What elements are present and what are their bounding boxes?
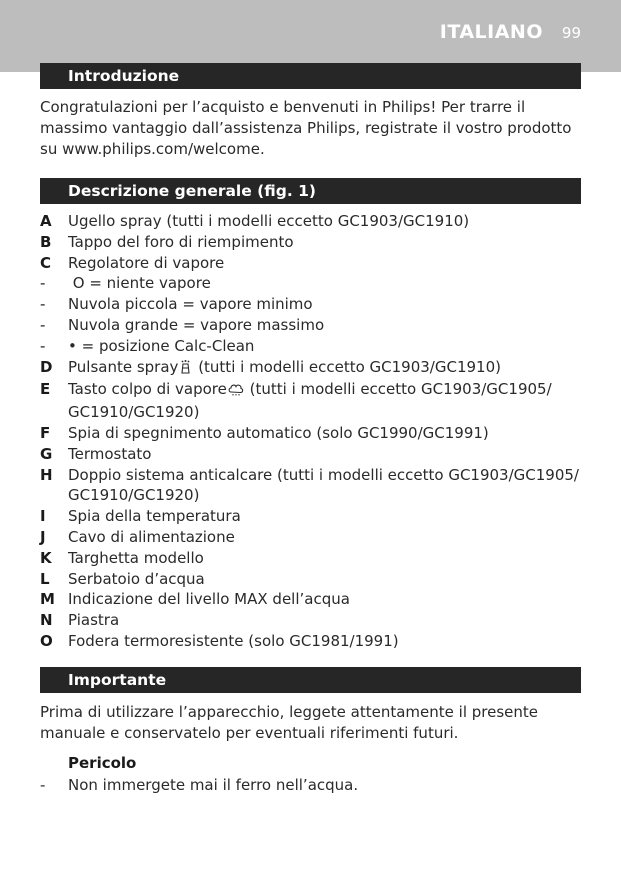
intro-paragraph: Congratulazioni per l’acquisto e benvenuti in Philips! Per trarre il massimo vantaggio dall’assistenza Philips, registrate il vostro prodotto su www.philips.com/welcome. [40, 98, 572, 158]
item-label: K [40, 548, 52, 567]
list-item [40, 548, 590, 569]
item-text: Spia della temperatura [68, 507, 241, 526]
list-item [40, 253, 590, 274]
list-item [40, 423, 590, 444]
steam-cloud-icon [228, 381, 244, 402]
list-item [40, 211, 590, 232]
item-text: Nuvola piccola = vapore minimo [68, 295, 313, 314]
item-text: Piastra [68, 611, 120, 630]
item-text: Termostato [68, 444, 152, 463]
item-text: • = posizione Calc-Clean [68, 336, 255, 355]
item-text-container [68, 379, 590, 423]
item-text-after: (tutti i modelli eccetto GC1903/GC1910) [193, 357, 501, 376]
item-text: Fodera termoresistente (solo GC1981/1991) [68, 631, 399, 650]
item-label: F [40, 423, 51, 442]
item-text: Pulsante spray [68, 357, 179, 376]
item-text: Tasto colpo di vapore [68, 380, 227, 399]
list-item [40, 357, 590, 380]
item-label: - [40, 336, 46, 355]
language-header: ITALIANO [439, 21, 543, 43]
warning-bullet: - [40, 776, 46, 794]
list-item [40, 506, 590, 527]
item-label: J [40, 527, 46, 546]
item-label: C [40, 253, 52, 272]
warning-text: Non immergete mai il ferro nell’acqua. [68, 776, 359, 794]
list-item [40, 444, 590, 465]
item-text: O = niente vapore [68, 274, 211, 293]
item-label: I [40, 507, 46, 526]
item-text: Doppio sistema anticalcare (tutti i modelli eccetto GC1903/GC1905/ GC1910/GC1920) [68, 465, 579, 505]
item-label: - [40, 315, 46, 334]
list-item [40, 589, 590, 610]
item-label: - [40, 295, 46, 314]
item-text: Serbatoio d’acqua [68, 569, 205, 588]
item-text: Targhetta modello [68, 548, 204, 567]
spray-icon [179, 359, 192, 380]
item-label: M [40, 590, 55, 609]
list-item [40, 379, 590, 423]
item-text: Regolatore di vapore [68, 253, 225, 272]
item-text-after: (tutti i modelli eccetto GC1903/GC1905/ GC1910/GC1920) [68, 380, 552, 422]
section-title-importante: Importante [40, 667, 581, 693]
item-text: Ugello spray (tutti i modelli eccetto GC1903/GC1910) [68, 212, 470, 230]
item-label: - [40, 274, 46, 293]
list-item [40, 631, 590, 652]
item-label: H [40, 465, 53, 484]
list-item [40, 232, 590, 253]
page-number: 99 [561, 24, 581, 42]
item-label: A [40, 212, 52, 230]
important-paragraph: Prima di utilizzare l’apparecchio, leggete attentamente il presente manuale e conservatelo per eventuali riferimenti futuri. [40, 703, 539, 742]
warning-item [40, 775, 585, 796]
item-text: Nuvola grande = vapore massimo [68, 315, 325, 334]
list-item [40, 527, 590, 548]
item-label: D [40, 357, 53, 376]
item-label: N [40, 611, 53, 630]
list-item [40, 315, 590, 336]
list-item [40, 273, 590, 294]
warning-title: Pericolo [68, 754, 137, 772]
list-item [40, 465, 590, 507]
item-text: Spia di spegnimento automatico (solo GC1990/GC1991) [68, 423, 489, 442]
item-label: O [40, 631, 53, 650]
item-label: G [40, 444, 53, 463]
item-text: Indicazione del livello MAX dell’acqua [68, 590, 350, 609]
item-label: L [40, 569, 50, 588]
parts-list [40, 211, 590, 652]
section-title-descrizione: Descrizione generale (fig. 1) [40, 178, 581, 204]
list-item [40, 569, 590, 590]
list-item [40, 336, 590, 357]
item-text: Tappo del foro di riempimento [68, 232, 294, 251]
item-text-container [68, 357, 590, 380]
item-text: Cavo di alimentazione [68, 527, 235, 546]
list-item [40, 610, 590, 631]
item-label: E [40, 380, 51, 399]
list-item [40, 294, 590, 315]
item-label: B [40, 232, 52, 251]
section-title-introduzione: Introduzione [40, 63, 581, 89]
